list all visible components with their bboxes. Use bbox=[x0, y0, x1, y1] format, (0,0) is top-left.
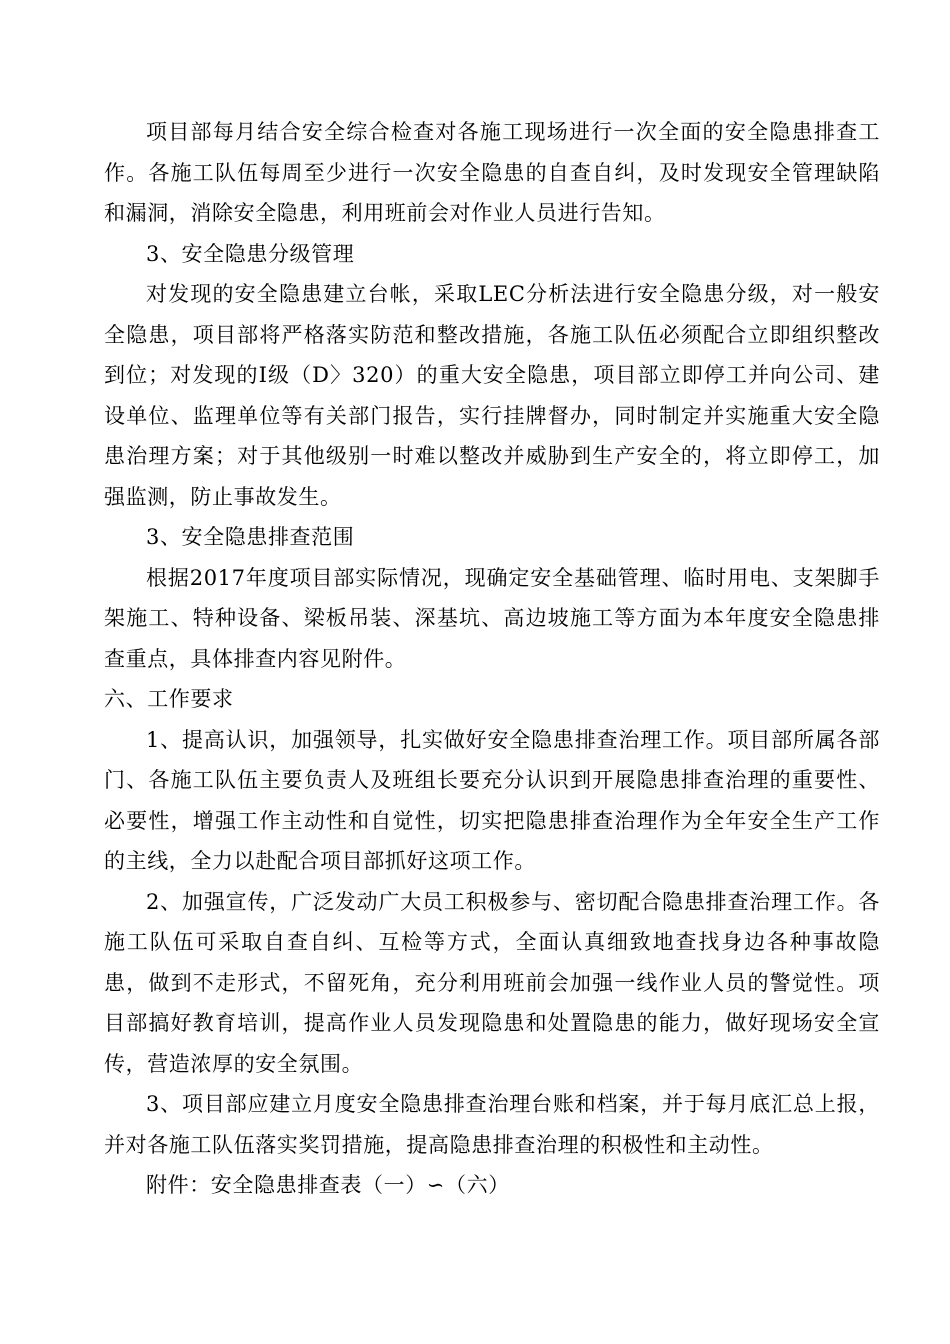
heading-inspection-scope: 3、安全隐患排查范围 bbox=[146, 525, 355, 549]
paragraph-inspection-schedule: 项目部每月结合安全综合检查对各施工现场进行一次全面的安全隐患排查工作。各施工队伍每周至少进行一次安全隐患的自查自纠，及时发现安全管理缺陷和漏洞，消除安全隐患，利用班前会对作业人员进行告知。 bbox=[104, 120, 880, 225]
paragraph-requirement-3: 3、项目部应建立月度安全隐患排查治理台账和档案，并于每月底汇总上报，并对各施工队伍落实奖罚措施，提高隐患排查治理的积极性和主动性。 bbox=[104, 1092, 880, 1157]
paragraph-attachment: 附件：安全隐患排查表（一）∽（六） bbox=[146, 1173, 510, 1197]
paragraph-hazard-grading: 对发现的安全隐患建立台帐，采取LEC分析法进行安全隐患分级，对一般安全隐患，项目部将严格落实防范和整改措施，各施工队伍必须配合立即组织整改到位；对发现的Ⅰ级（D〉320）的重大安全隐患，项目部立即停工并向公司、建设单位、监理单位等有关部门报告，实行挂牌督办，同时制定并实施重大安全隐患治理方案；对于其他级别一时难以整改并威胁到生产安全的，将立即停工，加强监测，防止事故发生。 bbox=[104, 282, 880, 509]
heading-hazard-grading: 3、安全隐患分级管理 bbox=[146, 241, 355, 266]
paragraph-requirement-2: 2、加强宣传，广泛发动广大员工积极参与、密切配合隐患排查治理工作。各施工队伍可采取自查自纠、互检等方式，全面认真细致地查找身边各种事故隐患，做到不走形式，不留死角，充分利用班前会加强一线作业人员的警觉性。项目部搞好教育培训，提高作业人员发现隐患和处置隐患的能力，做好现场安全宣传，营造浓厚的安全氛围。 bbox=[104, 889, 880, 1076]
paragraph-inspection-scope: 根据2017年度项目部实际情况，现确定安全基础管理、临时用电、支架脚手架施工、特种设备、梁板吊装、深基坑、高边坡施工等方面为本年度安全隐患排查重点，具体排查内容见附件。 bbox=[104, 565, 880, 671]
paragraph-requirement-1: 1、提高认识，加强领导，扎实做好安全隐患排查治理工作。项目部所属各部门、各施工队伍主要负责人及班组长要充分认识到开展隐患排查治理的重要性、必要性，增强工作主动性和自觉性，切实把隐患排查治理作为全年安全生产工作的主线，全力以赴配合项目部抓好这项工作。 bbox=[104, 727, 880, 873]
document-body bbox=[104, 112, 880, 1206]
heading-work-requirements: 六、工作要求 bbox=[104, 687, 234, 711]
